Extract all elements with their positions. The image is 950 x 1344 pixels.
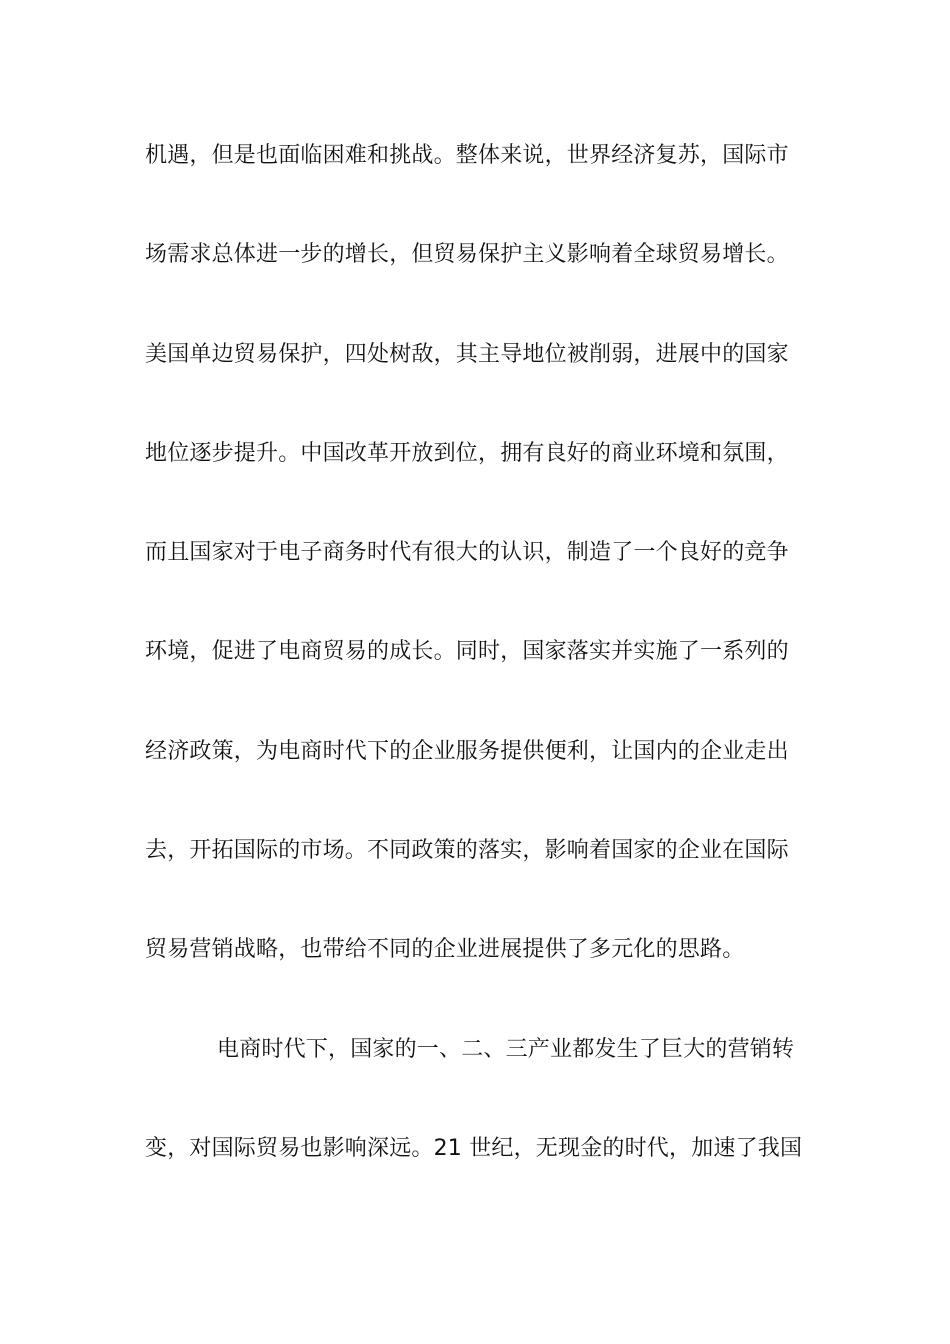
body-text-line: 地位逐步提升。中国改革开放到位，拥有良好的商业环境和氛围， — [145, 441, 789, 466]
body-text-line: 美国单边贸易保护，四处树敌，其主导地位被削弱，进展中的国家 — [145, 342, 789, 367]
body-text-line: 贸易营销战略，也带给不同的企业进展提供了多元化的思路。 — [145, 937, 745, 962]
body-text-line: 变，对国际贸易也影响深远。21 世纪，无现金的时代，加速了我国 — [145, 1136, 803, 1161]
body-text-line: 而且国家对于电子商务时代有很大的认识，制造了一个良好的竞争 — [145, 540, 789, 565]
body-text-line: 机遇，但是也面临困难和挑战。整体来说，世界经济复苏，国际市 — [145, 143, 789, 168]
paragraph-start-line: 电商时代下，国家的一、二、三产业都发生了巨大的营销转 — [217, 1037, 795, 1062]
body-text-line: 环境，促进了电商贸易的成长。同时，国家落实并实施了一系列的 — [145, 639, 789, 664]
body-text-line: 去，开拓国际的市场。不同政策的落实，影响着国家的企业在国际 — [145, 838, 789, 863]
body-text-line: 场需求总体进一步的增长，但贸易保护主义影响着全球贸易增长。 — [145, 242, 789, 267]
body-text-line: 经济政策，为电商时代下的企业服务提供便利，让国内的企业走出 — [145, 739, 789, 764]
